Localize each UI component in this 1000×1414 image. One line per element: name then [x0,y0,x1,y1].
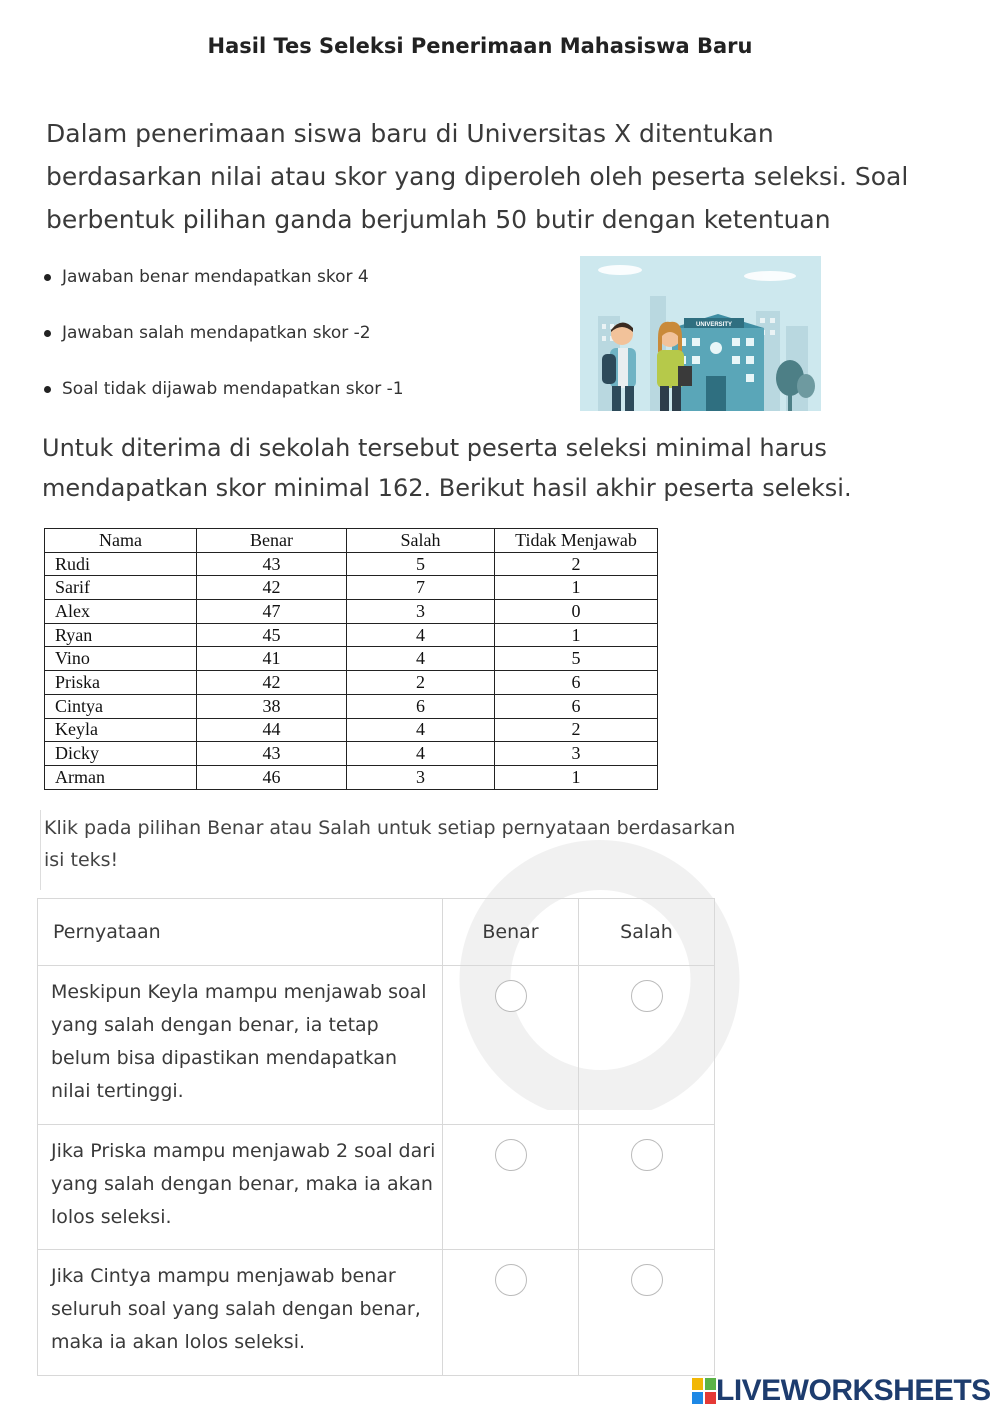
cell-nama: Cintya [45,694,197,718]
statement-row [38,1125,715,1250]
cell-benar: 43 [197,552,347,576]
rule-item: Jawaban salah mendapatkan skor -2 [42,318,562,374]
statement-row [38,1250,715,1376]
cell-tidak-menjawab: 0 [495,600,658,624]
header-tidak-menjawab: Tidak Menjawab [495,529,658,553]
radio-salah-1[interactable] [631,980,663,1012]
cell-benar: 47 [197,600,347,624]
cell-benar: 46 [197,765,347,789]
rule-item: Jawaban benar mendapatkan skor 4 [42,262,562,318]
statement-text: Jika Cintya mampu menjawab benar seluruh soal yang salah dengan benar, maka ia akan lolos seleksi. [38,1250,443,1376]
header-pernyataan: Pernyataan [38,899,443,966]
score-table-row [45,600,658,624]
cell-nama: Dicky [45,742,197,766]
page-title: Hasil Tes Seleksi Penerimaan Mahasiswa Baru [207,34,753,58]
scoring-rules-list [42,262,562,430]
cell-salah: 3 [347,765,495,789]
header-nama: Nama [45,529,197,553]
score-table-row [45,552,658,576]
cell-benar: 41 [197,647,347,671]
benar-cell [443,966,579,1125]
cell-tidak-menjawab: 6 [495,694,658,718]
instruction-text: Klik pada pilihan Benar atau Salah untuk setiap pernyataan berdasarkan isi teks! [44,817,736,871]
cell-tidak-menjawab: 1 [495,576,658,600]
cell-salah: 4 [347,718,495,742]
score-table-header-row [45,529,658,553]
cell-salah: 5 [347,552,495,576]
cell-salah: 7 [347,576,495,600]
salah-cell [579,1125,715,1250]
logo-text: LIVEWORKSHEETS [716,1374,991,1407]
statement-row [38,966,715,1125]
score-table-row [45,623,658,647]
cell-benar: 42 [197,576,347,600]
benar-cell [443,1125,579,1250]
university-illustration [580,256,821,411]
salah-cell [579,1250,715,1376]
intro-paragraph: Dalam penerimaan siswa baru di Universitas X ditentukan berdasarkan nilai atau skor yang diperoleh oleh peserta seleksi. Soal berbentuk pilihan ganda berjumlah 50 butir dengan ketentuan [46,119,909,234]
cell-nama: Arman [45,765,197,789]
cell-nama: Vino [45,647,197,671]
header-benar-option: Benar [443,899,579,966]
salah-cell [579,966,715,1125]
cell-nama: Priska [45,671,197,695]
cell-tidak-menjawab: 3 [495,742,658,766]
admission-condition: Untuk diterima di sekolah tersebut peserta seleksi minimal harus mendapatkan skor minimal 162. Berikut hasil akhir peserta seleksi. [42,434,852,502]
score-table-row [45,718,658,742]
radio-benar-1[interactable] [495,980,527,1012]
cell-benar: 43 [197,742,347,766]
cell-tidak-menjawab: 1 [495,623,658,647]
cell-tidak-menjawab: 6 [495,671,658,695]
rule-item: Soal tidak dijawab mendapatkan skor -1 [42,374,562,430]
score-table-row [45,576,658,600]
header-salah-option: Salah [579,899,715,966]
radio-salah-3[interactable] [631,1264,663,1296]
radio-benar-2[interactable] [495,1139,527,1171]
cell-nama: Ryan [45,623,197,647]
tf-header-row [38,899,715,966]
cell-salah: 4 [347,742,495,766]
cell-nama: Keyla [45,718,197,742]
statement-text: Meskipun Keyla mampu menjawab soal yang salah dengan benar, ia tetap belum bisa dipastikan mendapatkan nilai tertinggi. [38,966,443,1125]
cell-salah: 4 [347,647,495,671]
score-table-row [45,694,658,718]
score-table-row [45,647,658,671]
cell-benar: 38 [197,694,347,718]
cell-salah: 6 [347,694,495,718]
cell-nama: Rudi [45,552,197,576]
cell-salah: 2 [347,671,495,695]
cell-salah: 3 [347,600,495,624]
statement-text: Jika Priska mampu menjawab 2 soal dari yang salah dengan benar, maka ia akan lolos seleksi. [38,1125,443,1250]
cell-tidak-menjawab: 2 [495,552,658,576]
cell-salah: 4 [347,623,495,647]
cell-tidak-menjawab: 2 [495,718,658,742]
radio-benar-3[interactable] [495,1264,527,1296]
header-salah: Salah [347,529,495,553]
liveworksheets-logo [692,1376,991,1406]
score-table [44,528,658,790]
score-table-row [45,671,658,695]
cell-nama: Sarif [45,576,197,600]
cell-benar: 44 [197,718,347,742]
cell-nama: Alex [45,600,197,624]
score-table-row [45,742,658,766]
logo-grid-icon [692,1378,716,1404]
header-benar: Benar [197,529,347,553]
cell-tidak-menjawab: 1 [495,765,658,789]
true-false-table [37,898,715,1376]
benar-cell [443,1250,579,1376]
cell-benar: 45 [197,623,347,647]
radio-salah-2[interactable] [631,1139,663,1171]
cell-benar: 42 [197,671,347,695]
cell-tidak-menjawab: 5 [495,647,658,671]
university-sign: UNIVERSITY [695,322,733,328]
score-table-row [45,765,658,789]
